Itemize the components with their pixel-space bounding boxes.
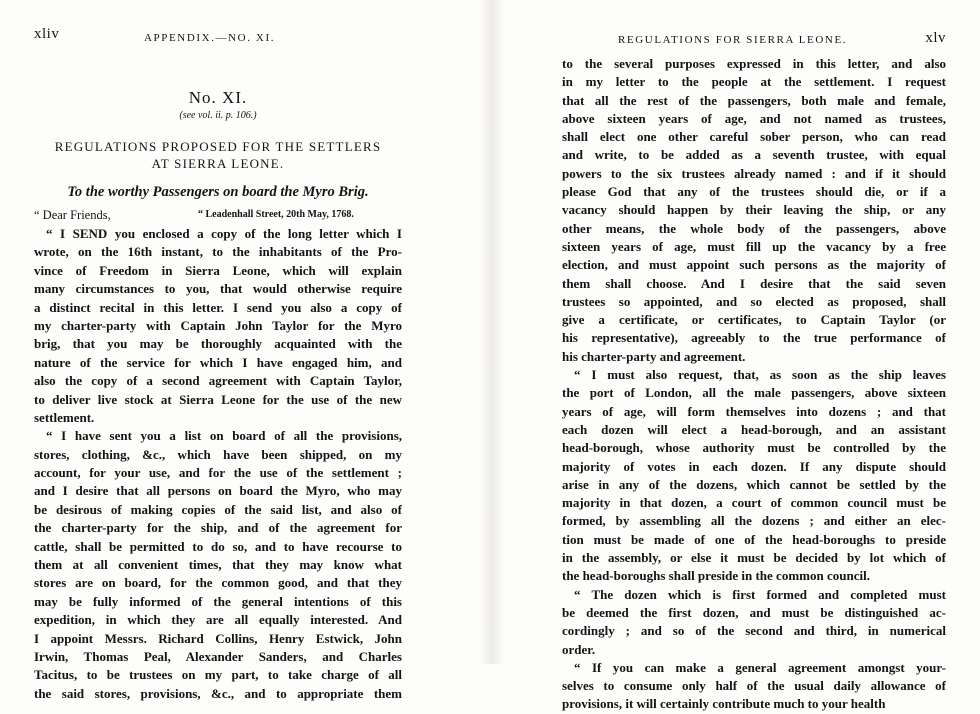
text-line: vacancy should happen by their leaving the ship, or any <box>562 202 946 218</box>
text-line: cordingly ; and so of the second and third, in numerical <box>562 623 946 639</box>
text-line: be desirous of making copies of the said list, and also of <box>34 501 402 517</box>
section-title-line: AT SIERRA LEONE. <box>151 156 285 171</box>
text-line: brig, that you may be thoroughly acquainted with the <box>34 336 402 352</box>
text-line: tion must be made of one of the head-boroughs to preside <box>562 531 946 547</box>
left-page-number: xliv <box>34 26 60 42</box>
text-line: trustees so appointed, and so elected as proposed, shall <box>562 293 946 309</box>
text-line: give a certificate, or certificates, to Captain Taylor (or <box>562 312 946 328</box>
text-line: formed, by assembling all the dozens ; and either an elec- <box>562 513 946 529</box>
right-page <box>562 0 946 712</box>
text-line: “ I have sent you a list on board of all the provisions, <box>46 428 402 444</box>
text-line: the port of London, all the male passengers, above sixteen <box>562 385 946 401</box>
see-reference-text: (see vol. ii. p. 106.) <box>179 110 257 121</box>
section-title <box>34 138 402 172</box>
text-line: my charter-party with Captain John Taylor for the Myro <box>34 317 402 333</box>
letter-place-date: “ Leadenhall Street, 20th May, 1768. <box>198 209 354 220</box>
text-line: years of age, will form themselves into dozens ; and that <box>562 403 946 419</box>
text-line: them shall choose. And I desire that the said seven <box>562 275 946 291</box>
left-body-text <box>34 225 402 703</box>
text-line: and I desire that all persons on board the Myro, who may <box>34 483 402 499</box>
text-line: them at all convenient times, that they may know what <box>34 557 402 573</box>
text-line: that all the rest of the passengers, both male and female, <box>562 92 946 108</box>
document-number: No. XI. <box>188 88 248 107</box>
text-line: sixteen years of age, must fill up the vacancy by a free <box>562 238 946 254</box>
text-line: other means, the whole body of the passengers, above <box>562 220 946 236</box>
text-line: I appoint Messrs. Richard Collins, Henry Estwick, John <box>34 630 402 646</box>
text-line: “ If you can make a general agreement amongst your- <box>574 659 946 675</box>
text-line: the charter-party for the ship, and of the agreement for <box>34 520 402 536</box>
text-line: election, and must appoint such persons as the majority of <box>562 257 946 273</box>
section-title-line: REGULATIONS PROPOSED FOR THE SETTLERS <box>54 139 382 154</box>
right-body-text <box>562 55 946 714</box>
text-line: shall elect one other careful sober person, who can read <box>562 129 946 145</box>
text-line: the said stores, provisions, &c., and to appropriate them <box>34 685 402 701</box>
text-line: Tacitus, to be trustees on my part, to take charge of all <box>34 667 402 683</box>
text-line: expedition, in which they are all equally interested. And <box>34 612 402 628</box>
left-page <box>34 0 402 701</box>
text-line: stores are on board, for the common good, and that they <box>34 575 402 591</box>
letter-greeting: “ Dear Friends, <box>34 208 111 222</box>
right-running-head <box>562 28 946 48</box>
text-line: “ I SEND you enclosed a copy of the long letter which I <box>46 226 402 241</box>
text-line: his charter-party and agreement. <box>562 348 746 364</box>
text-line: cattle, shall be permitted to do so, and to have recourse to <box>34 538 402 554</box>
text-line: and write, to be added as a seventh trustee, with equal <box>562 147 946 163</box>
text-line: “ I must also request, that, as soon as the ship leaves <box>574 367 946 383</box>
text-line: vince of Freedom in Sierra Leone, which will explain <box>34 262 402 278</box>
text-line: the head-boroughs shall preside in the common council. <box>562 568 870 584</box>
book-gutter <box>480 0 504 664</box>
text-line: be deemed the first dozen, and must be distinguished ac- <box>562 604 946 620</box>
text-line: selves to consume only half of the usual daily allowance of <box>562 678 946 694</box>
text-line: order. <box>562 641 596 657</box>
text-line: also the copy of a second agreement with Captain Taylor, <box>34 373 402 389</box>
letter-address: To the worthy Passengers on board the Myro Brig. <box>67 184 369 200</box>
text-line: many circumstances to you, that would otherwise require <box>34 281 402 297</box>
text-line: please God that any of the trustees should die, or if a <box>562 184 946 200</box>
text-line: in the assembly, or else it must be decided by lot which of <box>562 550 946 566</box>
text-line: may be fully informed of the general intentions of this <box>34 593 402 609</box>
text-line: to deliver live stock at Sierra Leone for the use of the new <box>34 391 402 407</box>
text-line: “ The dozen which is first formed and completed must <box>574 586 946 602</box>
right-header-title: REGULATIONS FOR SIERRA LEONE. <box>618 34 848 46</box>
text-line: head-borough, whose authority must be controlled by the <box>562 440 946 456</box>
text-line: above sixteen years of age, and not named as trustees, <box>562 110 946 126</box>
letter-dateline <box>34 208 402 226</box>
right-page-number: xlv <box>925 30 946 46</box>
left-running-head <box>34 28 402 48</box>
text-line: settlement. <box>34 409 95 425</box>
left-header-title: APPENDIX.—NO. XI. <box>144 32 276 44</box>
text-line: to the several purposes expressed in this letter, and also <box>562 56 946 71</box>
text-line: powers to the six trustees already named : and if it should <box>562 165 946 181</box>
text-line: Irwin, Thomas Peal, Alexander Sanders, and Charles <box>34 648 402 664</box>
see-reference <box>34 110 402 121</box>
text-line: majority in that dozen, a court of common council must be <box>562 495 946 511</box>
text-line: nature of the service for which I have engaged him, and <box>34 354 402 370</box>
text-line: wrote, on the 16th instant, to the inhabitants of the Pro- <box>34 244 402 260</box>
text-line: in my letter to the people at the settlement. I request <box>562 74 946 90</box>
text-line: each dozen will elect a head-borough, and an assistant <box>562 421 946 437</box>
text-line: account, for your use, and for the use of the settlement ; <box>34 465 402 481</box>
text-line: arise in any of the dozens, which cannot be settled by the <box>562 476 946 492</box>
text-line: a distinct recital in this letter. I send you also a copy of <box>34 299 402 315</box>
text-line: majority of votes in each dozen. If any dispute should <box>562 458 946 474</box>
text-line: his representative), agreeably to the true performance of <box>562 330 946 346</box>
text-line: stores, clothing, &c., which have been shipped, on my <box>34 446 402 462</box>
text-line: provisions, it will certainly contribute much to your health <box>562 696 886 712</box>
